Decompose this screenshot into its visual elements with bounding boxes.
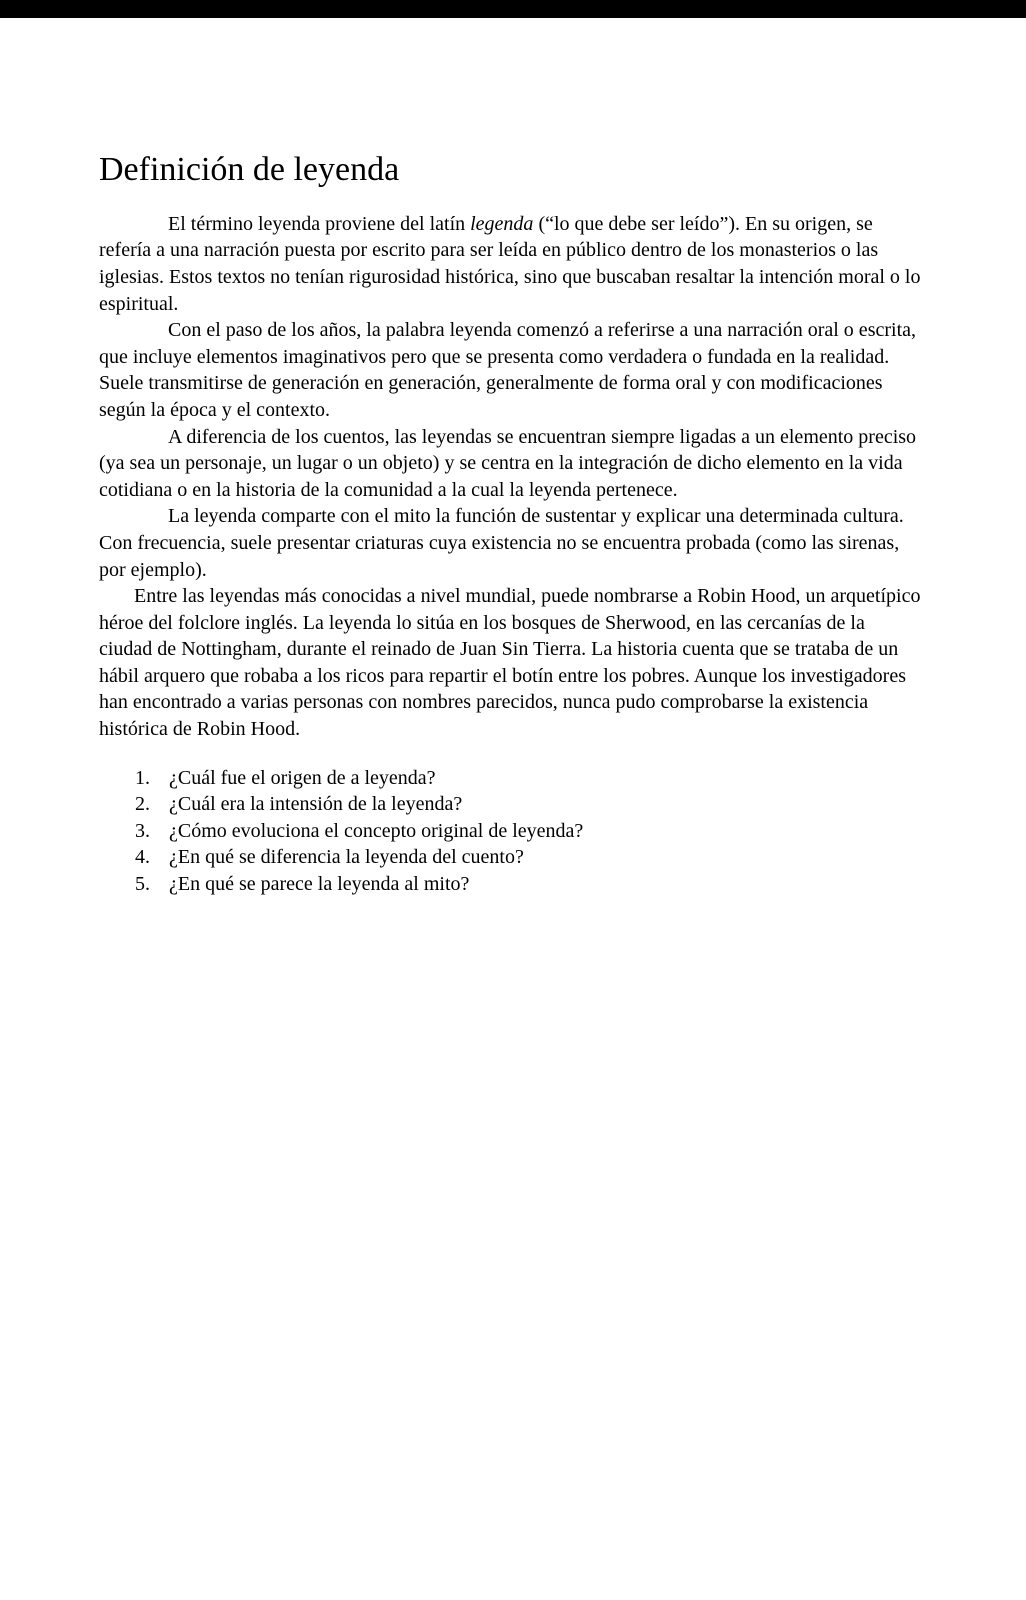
question-text: ¿Cómo evoluciona el concepto original de leyenda? (169, 819, 584, 842)
question-item (99, 871, 921, 898)
question-item (99, 844, 921, 871)
paragraph-1-italic-term: legenda (470, 212, 534, 235)
document-body (99, 150, 921, 898)
question-text: ¿Cuál fue el origen de a leyenda? (169, 766, 436, 789)
question-number: 1. (135, 766, 150, 789)
question-item (99, 791, 921, 818)
question-item (99, 765, 921, 792)
paragraph-1-text-b: (“lo que debe ser leído”). En su origen, se refería a una narración puesta por escrito para ser leída en público dentro de los monasterios o las iglesias. Estos textos no tenían rigurosidad histórica, sino que buscaban resaltar la intención moral o lo espiritual. (99, 212, 921, 315)
question-number: 4. (135, 846, 150, 869)
question-number: 2. (135, 793, 150, 816)
paragraph-5: Entre las leyendas más conocidas a nivel mundial, puede nombrarse a Robin Hood, un arquetípico héroe del folclore inglés. La leyenda lo sitúa en los bosques de Sherwood, en las cercanías de la ciudad de Nottingham, durante el reinado de Juan Sin Tierra. La historia cuenta que se trataba de un hábil arquero que robaba a los ricos para repartir el botín entre los pobres. Aunque los investigadores han encontrado a varias personas con nombres parecidos, nunca pudo comprobarse la existencia histórica de Robin Hood. (99, 585, 921, 741)
question-item (99, 818, 921, 845)
question-list (99, 765, 921, 898)
question-text: ¿Cuál era la intensión de la leyenda? (169, 793, 463, 816)
question-text: ¿En qué se parece la leyenda al mito? (169, 873, 470, 896)
paragraph-1-text-a: El término leyenda proviene del latín (168, 212, 471, 235)
question-number: 3. (135, 819, 150, 842)
paragraph-3: A diferencia de los cuentos, las leyendas se encuentran siempre ligadas a un elemento preciso (ya sea un personaje, un lugar o un objeto) y se centra en la integración de dicho elemento en la vida cotidiana o en la historia de la comunidad a la cual la leyenda pertenece. (99, 425, 917, 501)
top-status-bar (0, 0, 1026, 18)
paragraph-4: La leyenda comparte con el mito la función de sustentar y explicar una determinada cultura. Con frecuencia, suele presentar criaturas cuya existencia no se encuentra probada (como las sirenas, por ejemplo). (99, 505, 904, 581)
question-text: ¿En qué se diferencia la leyenda del cuento? (169, 846, 524, 869)
paragraph-1 (99, 211, 921, 317)
question-number: 5. (135, 873, 150, 896)
document-title: Definición de leyenda (99, 151, 400, 188)
paragraph-2: Con el paso de los años, la palabra leyenda comenzó a referirse a una narración oral o escrita, que incluye elementos imaginativos pero que se presenta como verdadera o fundada en la realidad. Suele transmitirse de generación en generación, generalmente de forma oral y con modificaciones según la época y el contexto. (99, 319, 916, 421)
